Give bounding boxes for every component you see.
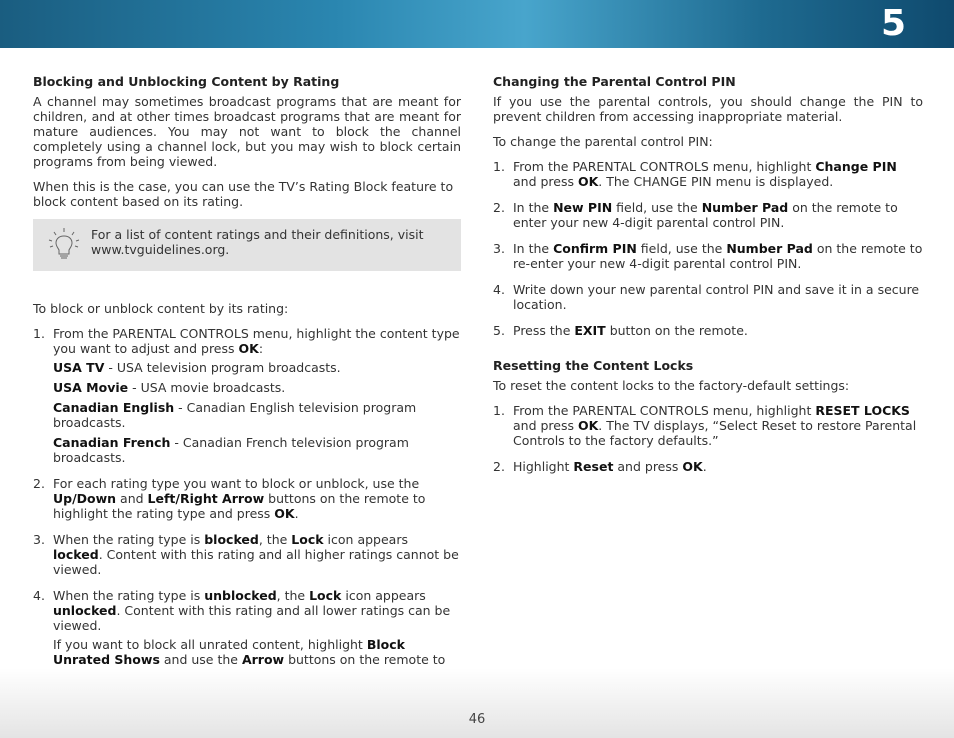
step-number: 5.	[493, 323, 505, 338]
list-item: 3. When the rating type is blocked, the Lock icon appears locked. Content with this rating and all higher ratings cannot be viewed.	[33, 532, 459, 577]
list-item: 2. In the New PIN field, use the Number Pad on the remote to enter your new 4-digit parental control PIN.	[493, 200, 898, 230]
paragraph: If you use the parental controls, you should change the PIN to prevent children from accessing inappropriate material.	[493, 94, 923, 124]
chapter-header-bar	[0, 0, 954, 48]
step-number: 1.	[493, 159, 505, 174]
content-type-list	[53, 360, 461, 465]
section-heading-reset-locks: Resetting the Content Locks	[493, 358, 694, 373]
step-number: 1.	[33, 326, 45, 341]
right-column	[493, 74, 923, 485]
tip-box	[33, 219, 461, 271]
paragraph: To reset the content locks to the factory-default settings:	[493, 378, 850, 393]
list-item: 1. From the PARENTAL CONTROLS menu, highlight Change PIN and press OK. The CHANGE PIN menu is displayed.	[493, 159, 897, 189]
reset-locks-steps	[493, 403, 923, 474]
step-number: 2.	[493, 459, 505, 474]
left-column	[33, 74, 461, 734]
content-type-item: USA TV - USA television program broadcasts.	[53, 360, 341, 375]
chapter-number: 5	[880, 3, 906, 44]
content-type-item: Canadian English - Canadian English television program broadcasts.	[53, 400, 417, 430]
change-pin-steps	[493, 159, 923, 338]
tip-text: For a list of content ratings and their definitions, visit www.tvguidelines.org.	[91, 227, 424, 257]
block-rating-steps	[33, 326, 461, 723]
list-item: 1. From the PARENTAL CONTROLS menu, highlight RESET LOCKS and press OK. The TV displays, “Select Reset to restore Parental Controls to the factory defaults.”	[493, 403, 917, 448]
list-item: 5. Press the EXIT button on the remote.	[493, 323, 748, 338]
paragraph: To block or unblock content by its rating:	[33, 301, 289, 316]
section-heading-change-pin: Changing the Parental Control PIN	[493, 74, 736, 89]
paragraph: To change the parental control PIN:	[493, 134, 713, 149]
list-item: 4. When the rating type is unblocked, the Lock icon appears unlocked. Content with this rating and all lower ratings can be viewed. If you want to block all unrated content, highlight Block Unrated Shows and use the Arrow buttons on the remote to	[33, 588, 461, 682]
list-item: 1. From the PARENTAL CONTROLS menu, highlight the content type you want to adjust and press OK: USA TV - USA television program broadcasts. USA Movie - USA movie broadcasts. Canadian English - Canadian English television program broadcasts. Canadian French - Canadian French television program broadcasts.	[33, 326, 460, 465]
step-number: 3.	[493, 241, 505, 256]
paragraph: A channel may sometimes broadcast programs that are meant for children, and at other times broadcast programs that are meant for mature audiences. You may not want to block the channel completely using a channel lock, but you may wish to block certain programs from being viewed.	[33, 94, 461, 169]
content-type-item: USA Movie - USA movie broadcasts.	[53, 380, 286, 395]
step-number: 4.	[33, 588, 45, 603]
lightbulb-icon	[47, 227, 81, 263]
section-heading-rating-block: Blocking and Unblocking Content by Rating	[33, 74, 340, 89]
list-item: 2. For each rating type you want to block or unblock, use the Up/Down and Left/Right Arrow buttons on the remote to highlight the rating type and press OK.	[33, 476, 426, 521]
step-number: 2.	[493, 200, 505, 215]
step-number: 2.	[33, 476, 45, 491]
step-note: If you want to block all unrated content, highlight Block Unrated Shows and use the Arrow buttons on the remote to	[53, 637, 446, 667]
step-number: 3.	[33, 532, 45, 547]
page-number: 46	[468, 712, 486, 727]
list-item: 3. In the Confirm PIN field, use the Number Pad on the remote to re-enter your new 4-digit parental control PIN.	[493, 241, 923, 271]
content-type-item: Canadian French - Canadian French television program broadcasts.	[53, 435, 409, 465]
list-item: 4. Write down your new parental control PIN and save it in a secure location.	[493, 282, 920, 312]
list-item: 2. Highlight Reset and press OK.	[493, 459, 707, 474]
page-footer	[0, 668, 954, 738]
paragraph: When this is the case, you can use the TV’s Rating Block feature to block content based on its rating.	[33, 179, 454, 209]
step-number: 1.	[493, 403, 505, 418]
step-number: 4.	[493, 282, 505, 297]
